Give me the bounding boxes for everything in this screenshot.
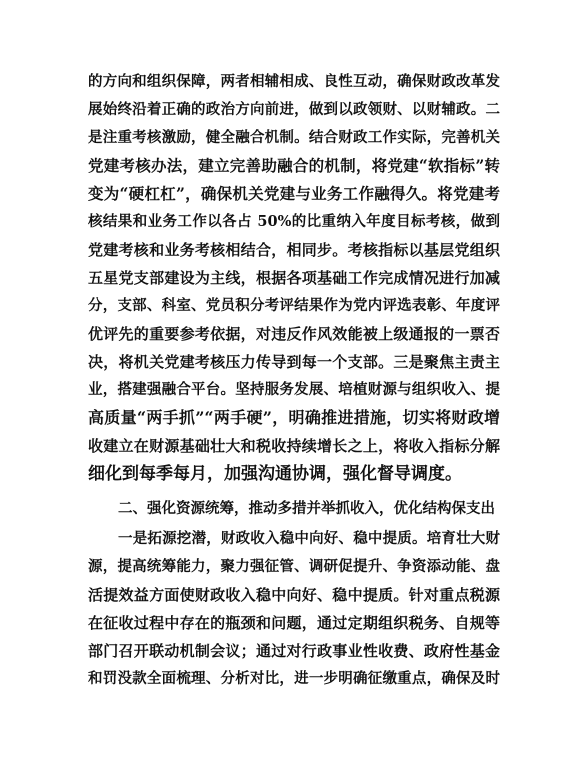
paragraph-line-12: 业，搭建强融合平台。坚持服务发展、培植财源与组织收入、提 [88, 381, 500, 398]
paragraph-line-18: 活提效益方面使财政收入稳中向好、稳中提质。针对重点税源 [88, 586, 500, 604]
paragraph-line-21: 和罚没款全面梳理、分析对比，进一步明确征缴重点，确保及时 [88, 670, 500, 687]
paragraph-line-2: 展始终沿着正确的政治方向前进，做到以政领财、以财辅政。二 [88, 101, 500, 118]
paragraph-line-7: 党建考核和业务考核相结合，相同步。考核指标以基层党组织 [88, 241, 500, 259]
paragraph-line-8: 五星党支部建设为主线，根据各项基础工作完成情况进行加减 [88, 269, 500, 287]
paragraph-line-3: 是注重考核激励，健全融合机制。结合财政工作实际，完善机关 [88, 129, 500, 146]
paragraph-line-16: 一是拓源挖潜，财政收入稳中向好、稳中提质。培育壮大财 [118, 530, 500, 547]
paragraph-line-9: 分，支部、科室、党员积分考评结果作为党内评选表彰、年度评 [88, 297, 500, 314]
paragraph-line-20: 部门召开联动机制会议；通过对行政事业性收费、政府性基金 [88, 642, 500, 660]
paragraph-line-13: 高质量“两手抓”“两手硬”，明确推进措施，切实将财政增 [88, 408, 500, 427]
paragraph-line-17: 源，提高统筹能力，聚力强征管、调研促提升、争资添动能、盘 [88, 558, 500, 575]
paragraph-line-15: 细化到每季每月，加强沟通协调，强化督导调度。 [88, 464, 462, 484]
paragraph-line-14: 收建立在财源基础壮大和税收持续增长之上，将收入指标分解 [88, 437, 500, 455]
paragraph-line-10: 优评先的重要参考依据，对违反作风效能被上级通报的一票否 [88, 325, 500, 343]
paragraph-line-11: 决，将机关党建考核压力传导到每一个支部。三是聚焦主责主 [88, 353, 500, 371]
paragraph-line-19: 在征收过程中存在的瓶颈和问题，通过定期组织税务、自规等 [88, 614, 500, 632]
section-heading: 二、强化资源统筹，推动多措并举抓收入，优化结构保支出 [118, 500, 495, 517]
paragraph-line-4: 党建考核办法，建立完善助融合的机制，将党建“软指标”转 [88, 156, 500, 175]
paragraph-line-1: 的方向和组织保障，两者相辅相成、良性互动，确保财政改革发 [88, 73, 500, 90]
paragraph-line-6: 核结果和业务工作以各占 50%的比重纳入年度目标考核，做到 [88, 213, 500, 230]
paragraph-line-5: 变为“硬杠杠”，确保机关党建与业务工作融得久。将党建考 [88, 184, 500, 203]
